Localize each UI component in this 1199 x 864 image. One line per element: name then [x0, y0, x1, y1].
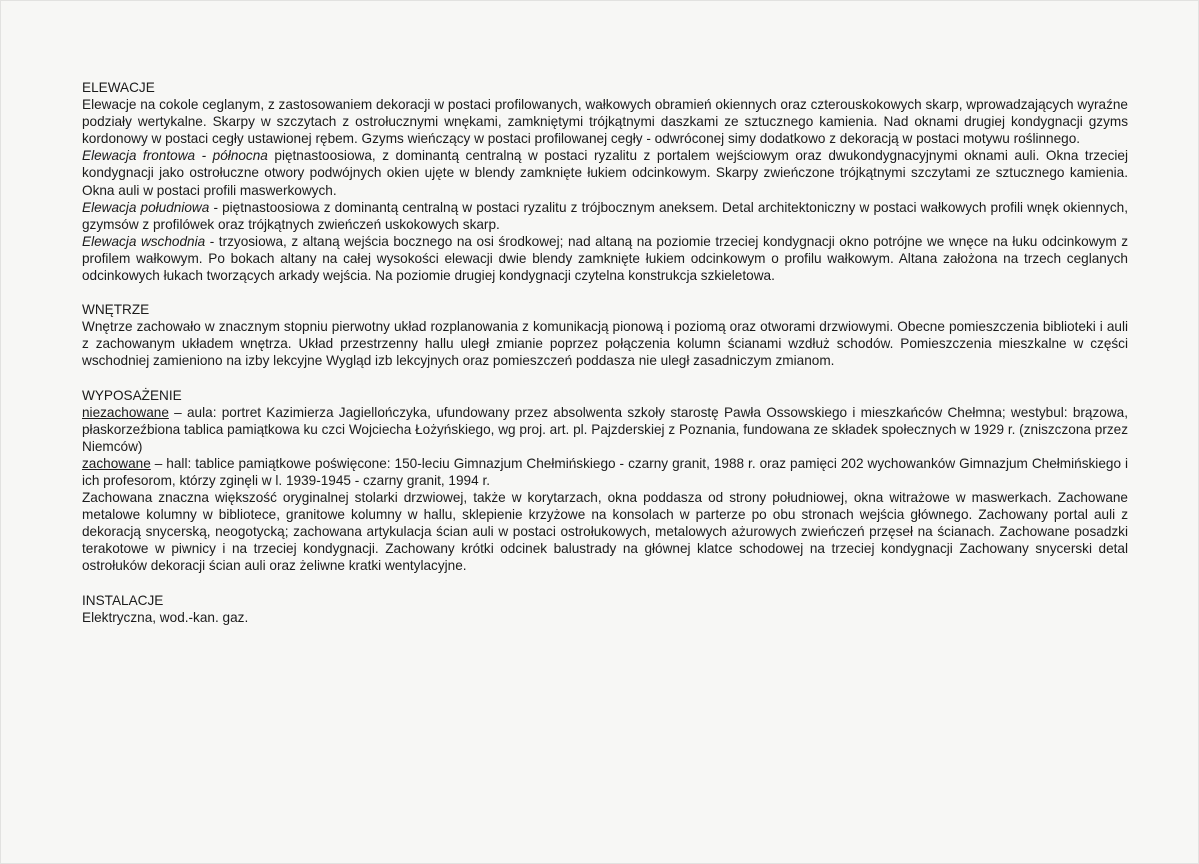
paragraph — [82, 489, 1128, 574]
paragraph — [82, 233, 1128, 284]
paragraph-text: Zachowana znaczna większość oryginalnej stolarki drzwiowej, także w korytarzach, okna poddasza od strony południowej, okna witrażowe w maswerkach. Zachowane metalowe kolumny w bibliotece, granitowe kolumny w hallu, sklepienie krzyżowe na konsolach w parterze po obu stronach wejścia głównego. Zachowany portal auli z dekoracją snycerską, neogotycką; zachowana artykulacja ścian auli w postaci ostrołukowych, metalowych ażurowych zwieńczeń przęseł na ścianach. Zachowane posadzki terakotowe w piwnicy i na trzeciej kondygnacji. Zachowany krótki odcinek balustrady na głównej klatce schodowej na trzeciej kondygnacji Zachowany snycerski detal ostrołuków dekoracji ścian auli oraz żeliwne kratki wentylacyjne. — [82, 490, 1128, 574]
paragraph — [82, 404, 1128, 455]
paragraph — [82, 96, 1128, 147]
paragraph-text: - trzyosiowa, z altaną wejścia bocznego na osi środkowej; nad altaną na poziomie trzeciej kondygnacji okno potrójne we wnęce na łuku odcinkowym z profilem wałkowym. Po bokach altany na całej wysokości elewacji dwie blendy zamknięte łukiem odcinkowym o profilu wałkowym. Altana założona na trzech ceglanych odcinkowych łukach tworzących arkady wejścia. Na poziomie drugiej kondygnacji czytelna konstrukcja szkieletowa. — [82, 233, 1128, 284]
paragraph — [82, 455, 1128, 489]
section-heading: WYPOSAŻENIE — [82, 387, 182, 403]
document-body — [82, 79, 1128, 643]
section-heading: ELEWACJE — [82, 80, 155, 95]
section-elewacje — [82, 79, 1128, 284]
paragraph-label: zachowane — [82, 455, 151, 471]
paragraph-label: Elewacja wschodnia — [82, 233, 206, 249]
paragraph-text: – aula: portret Kazimierza Jagiellończyka, ufundowany przez absolwenta szkoły starostę Pawła Ossowskiego i mieszkańców Chełmna; westybul: brązowa, płaskorzeźbiona tablica pamiątkowa ku czci Wojciecha Łożyńskiego, wg proj. art. pl. Pajzderskiej z Poznania, fundowana ze składek społecznych w 1929 r. (zniszczona przez Niemców) — [82, 404, 1128, 454]
section-heading: WNĘTRZE — [82, 302, 150, 318]
paragraph-text: piętnastoosiowa, z dominantą centralną w postaci ryzalitu z portalem wejściowym oraz dwukondygnacyjnymi oknami auli. Okna trzeciej kondygnacji jako ostrołuczne otwory podwójnych okien ujęte w blendy zamknięte łukiem odcinkowym. Skarpy zwieńczone trójkątnymi szczytami ze sztucznego kamienia. Okna auli w postaci profili maswerkowych. — [82, 148, 1128, 198]
paragraph — [82, 609, 1128, 626]
paragraph-label: Elewacja frontowa - północna — [82, 148, 268, 164]
paragraph-label: Elewacja południowa — [82, 199, 210, 215]
section-heading: INSTALACJE — [82, 592, 164, 608]
paragraph-label: niezachowane — [82, 404, 169, 420]
paragraph-text: Elektryczna, wod.-kan. gaz. — [82, 609, 249, 625]
paragraph — [82, 147, 1128, 198]
section-instalacje — [82, 592, 1128, 626]
paragraph-text: – hall: tablice pamiątkowe poświęcone: 150-leciu Gimnazjum Chełmińskiego - czarny granit, 1988 r. oraz pamięci 202 wychowanków Gimnazjum Chełmińskiego i ich profesorom, którzy zginęli w l. 1939-1945 - czarny granit, 1994 r. — [82, 455, 1128, 488]
section-wyposazenie — [82, 387, 1128, 575]
paragraph-text: - piętnastoosiowa z dominantą centralną w postaci ryzalitu z trójbocznym aneksem. Detal architektoniczny w postaci wałkowych profili wnęk okiennych, gzymsów z profilówek oraz trójkątnych zwieńczeń uskokowych skarp. — [82, 199, 1128, 232]
paragraph — [82, 199, 1128, 233]
paragraph-text: Elewacje na cokole ceglanym, z zastosowaniem dekoracji w postaci profilowanych, wałkowych obramień okiennych oraz czterouskokowych skarp, wprowadzających wyraźne podziały wertykalne. Skarpy w szczytach z ostrołucznymi wnękami, zamkniętymi trójkątnymi daszkami ze sztucznego kamienia. Nad oknami drugiej kondygnacji gzyms kordonowy w postaci cegły ustawionej rębem. Gzyms wieńczący w postaci profilowanej cegły - odwróconej simy dodatkowo z dekoracją w postaci motywu roślinnego. — [82, 97, 1128, 147]
section-wnetrze — [82, 301, 1128, 369]
paragraph-text: Wnętrze zachowało w znacznym stopniu pierwotny układ rozplanowania z komunikacją pionową i poziomą oraz otworami drzwiowymi. Obecne pomieszczenia biblioteki i auli z zachowanym układem wnętrza. Układ przestrzenny hallu uległ zmianie poprzez połączenia kolumn ścianami wzdłuż schodów. Pomieszczenia mieszkalne w części wschodniej zamieniono na izby lekcyjne Wygląd izb lekcyjnych oraz pomieszczeń poddasza nie uległ zasadniczym zmianom. — [82, 319, 1128, 369]
paragraph — [82, 318, 1128, 369]
